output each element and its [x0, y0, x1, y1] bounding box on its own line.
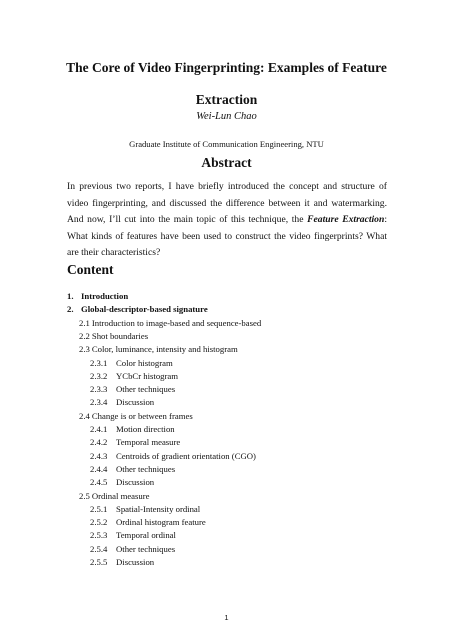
toc-entry-label: Discussion: [116, 557, 155, 567]
toc-entry: [90, 358, 173, 369]
toc-entry: [90, 557, 154, 568]
toc-entry-number: 2.5: [79, 490, 90, 501]
toc-entry-label: Introduction to image-based and sequence-based: [91, 317, 262, 328]
toc-entry-number: 2.4.2: [90, 437, 108, 448]
toc-entry-number: 2.3.1: [90, 357, 108, 368]
toc-entry: [67, 291, 128, 302]
toc-entry: [79, 318, 261, 329]
author-name: Wei-Lun Chao: [196, 111, 257, 122]
toc-entry-label: Centroids of gradient orientation (CGO): [116, 450, 256, 461]
toc-entry-label: Discussion: [116, 397, 155, 408]
toc-entry: [90, 451, 256, 462]
toc-entry: [90, 477, 154, 488]
title-line-1: The Core of Video Fingerprinting: Examples of Feature: [66, 60, 387, 75]
toc-entry-label: YCbCr histogram: [116, 370, 179, 381]
toc-entry-label: Change is or between frames: [91, 410, 193, 421]
toc-entry-number: 2.1: [79, 317, 90, 328]
toc-entry-label: Ordinal measure: [91, 490, 150, 501]
toc-entry-number: 2.: [67, 304, 74, 315]
toc-entry-number: 2.4: [79, 410, 90, 421]
toc-entry-label: Ordinal histogram feature: [116, 517, 206, 528]
toc-entry-number: 2.3.3: [90, 384, 108, 395]
toc-entry-label: Color, luminance, intensity and histogram: [91, 344, 238, 355]
abstract-part-1: In previous two reports, I have briefly introduced the concept and structure of video fingerprinting, and discussed the difference between it and watermarking. And now, I’ll cut into the main topic of this technique, the: [67, 181, 387, 226]
toc-entry-label: Spatial-Intensity ordinal: [116, 503, 201, 514]
toc-entry-number: 2.3.4: [90, 397, 108, 408]
toc-entry-label: Discussion: [116, 477, 155, 488]
affiliation: Graduate Institute of Communication Engineering, NTU: [129, 139, 324, 149]
toc-entry-number: 2.3: [79, 344, 90, 355]
toc-entry: [90, 437, 180, 448]
toc-entry-label: Other techniques: [116, 384, 176, 395]
toc-entry-label: Other techniques: [116, 463, 176, 474]
toc-entry-label: Other techniques: [116, 543, 176, 554]
toc-entry: [90, 544, 175, 555]
content-heading: Content: [67, 262, 114, 277]
toc-entry-number: 2.4.4: [90, 463, 108, 474]
toc-entry: [90, 384, 175, 395]
toc-entry-number: 2.5.5: [90, 557, 108, 567]
toc-entry-label: Introduction: [81, 291, 129, 301]
toc-entry-number: 2.5.1: [90, 503, 108, 514]
toc-entry-label: Temporal ordinal: [116, 530, 176, 541]
toc-entry-number: 2.4.1: [90, 424, 108, 434]
abstract-emphasis: Feature Extraction: [307, 214, 385, 226]
toc-entry: [79, 411, 193, 422]
toc-entry-label: Temporal measure: [116, 437, 181, 448]
toc-entry-number: 2.4.5: [90, 477, 108, 488]
title-line-2: Extraction: [195, 92, 258, 107]
toc-entry-number: 2.3.2: [90, 370, 108, 381]
toc-entry-number: 1.: [67, 291, 74, 301]
toc-entry-number: 2.5.2: [90, 517, 108, 528]
toc-entry-number: 2.4.3: [90, 450, 108, 461]
abstract-text: [67, 179, 387, 262]
toc-entry: [90, 371, 178, 382]
toc-entry: [90, 530, 176, 541]
toc-entry: [90, 397, 154, 408]
toc-entry-label: Shot boundaries: [91, 330, 149, 341]
toc-entry: [79, 331, 148, 342]
toc-entry-label: Color histogram: [116, 357, 173, 368]
abstract-heading: Abstract: [201, 155, 252, 170]
abstract-part-2: : What kinds of features have been used to construct the video fingerprints? What are their characteristics?: [67, 214, 387, 259]
toc-entry-number: 2.5.3: [90, 530, 108, 541]
toc-entry: [79, 491, 150, 502]
toc-entry: [90, 464, 175, 475]
toc-entry: [90, 424, 175, 435]
toc-entry-number: 2.5.4: [90, 543, 108, 554]
toc-entry-number: 2.2: [79, 330, 90, 341]
toc-entry-label: Motion direction: [116, 424, 175, 434]
toc-entry: [67, 304, 208, 315]
toc-entry-label: Global-descriptor-based signature: [81, 304, 208, 315]
toc-entry: [90, 504, 200, 515]
page-number: 1: [224, 613, 229, 622]
toc-entry: [79, 344, 238, 355]
toc-entry: [90, 517, 206, 528]
